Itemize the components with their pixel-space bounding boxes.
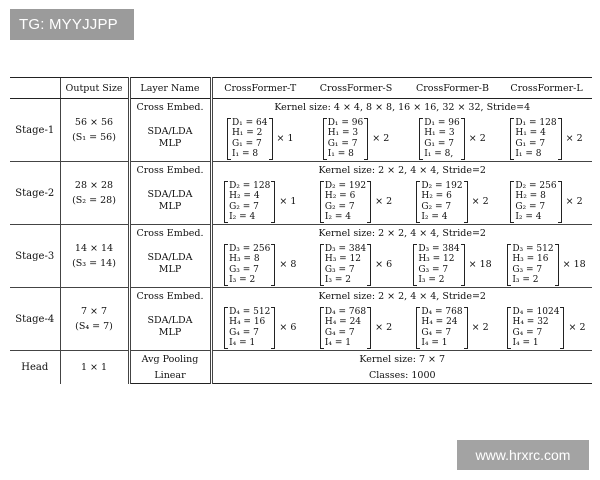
stage-4-embed-row [10,288,592,305]
config-param: D₁ = 128 [515,117,557,128]
config-block [416,307,488,349]
block-multiplier: × 2 [372,133,390,144]
block-multiplier: × 2 [468,133,486,144]
avg-pooling-text: Kernel size: 7 × 7 [211,351,592,368]
block-multiplier: × 18 [562,259,586,270]
embed-text: Kernel size: 4 × 4, 8 × 8, 16 × 16, 32 × 32, Stride=4 [211,99,592,116]
config-matrix [507,307,564,349]
layer-line: MLP [158,264,182,275]
config-param: D₁ = 96 [327,117,364,128]
config-cell [308,115,404,162]
config-matrix [510,181,561,223]
config-param: I₂ = 4 [515,212,542,222]
config-cell [404,178,501,225]
config-param: D₂ = 192 [324,180,367,191]
block-multiplier: × 1 [276,133,294,144]
config-block [507,244,585,286]
embed-label: Cross Embed. [129,225,211,242]
head-name: Head [10,351,60,384]
config-param: D₄ = 1024 [512,306,560,317]
layer-line: SDA/LDA [147,189,193,200]
config-cell [211,115,308,162]
layer-name [129,178,211,225]
config-block [507,307,585,349]
config-param: I₁ = 8 [327,149,354,159]
block-multiplier: × 1 [279,196,297,207]
output-size-sub: (S₁ = 56) [72,132,116,143]
config-param: D₁ = 64 [231,117,268,128]
config-param: H₄ = 24 [421,317,458,327]
config-param: G₂ = 7 [229,201,259,212]
header-layer-name: Layer Name [129,78,211,99]
config-param: I₄ = 1 [229,338,256,348]
config-cell [501,241,592,288]
config-param: G₃ = 7 [512,264,543,275]
stage-name: Stage-4 [10,288,60,351]
config-matrix [320,181,371,223]
config-param: G₄ = 7 [512,327,543,338]
config-param: H₄ = 32 [512,317,549,327]
config-param: G₃ = 7 [418,264,449,275]
config-block [320,181,392,223]
layer-line: SDA/LDA [147,126,193,137]
config-cell [211,304,308,351]
config-param: H₂ = 8 [515,191,546,201]
config-param: I₂ = 4 [421,212,448,222]
config-param: D₁ = 96 [424,117,460,128]
head-pool-row [10,351,592,368]
layer-name [129,115,211,162]
header-crossformer-t: CrossFormer-T [211,78,308,99]
avg-pooling-label: Avg Pooling [129,351,211,368]
linear-label: Linear [129,367,211,384]
config-param: H₁ = 3 [424,128,455,138]
config-block [416,181,488,223]
config-block [419,118,486,160]
config-matrix [323,118,369,160]
header-output-size: Output Size [60,78,129,99]
config-param: I₄ = 1 [512,338,539,348]
config-param: G₂ = 7 [324,201,355,212]
config-param: G₃ = 7 [229,264,259,275]
config-cell [211,241,308,288]
config-param: G₄ = 7 [421,327,452,338]
embed-label: Cross Embed. [129,99,211,116]
header-crossformer-s: CrossFormer-S [308,78,404,99]
block-multiplier: × 2 [568,322,586,333]
config-cell [308,178,404,225]
config-block [323,118,390,160]
config-param: G₁ = 7 [424,138,454,149]
config-param: H₄ = 16 [229,317,266,327]
stage-3-embed-row [10,225,592,242]
config-param: H₃ = 16 [512,254,549,264]
header-crossformer-b: CrossFormer-B [404,78,501,99]
config-param: D₂ = 128 [229,180,271,191]
config-matrix [224,307,275,349]
config-param: G₃ = 7 [324,264,355,275]
config-param: G₂ = 7 [515,201,546,212]
config-matrix [227,118,273,160]
config-block [224,181,296,223]
header-cell [10,78,60,99]
stage-name: Stage-2 [10,162,60,225]
layer-name [129,304,211,351]
block-multiplier: × 2 [471,322,489,333]
layer-name [129,241,211,288]
config-cell [501,178,592,225]
config-param: D₂ = 256 [515,180,557,191]
output-size [60,99,129,162]
block-multiplier: × 2 [471,196,489,207]
embed-label: Cross Embed. [129,288,211,305]
block-multiplier: × 2 [375,196,393,207]
config-param: D₃ = 384 [324,243,367,254]
embed-text: Kernel size: 2 × 2, 4 × 4, Stride=2 [211,288,592,305]
config-matrix [416,307,467,349]
config-param: I₂ = 4 [229,212,256,222]
block-multiplier: × 6 [375,259,393,270]
output-size [60,225,129,288]
config-block [320,307,392,349]
stage-2-embed-row [10,162,592,179]
header-crossformer-l: CrossFormer-L [501,78,592,99]
output-size-value: 7 × 7 [80,306,108,317]
output-size [60,288,129,351]
config-param: D₃ = 384 [418,243,460,254]
block-multiplier: × 2 [565,196,583,207]
stage-name: Stage-1 [10,99,60,162]
embed-text: Kernel size: 2 × 2, 4 × 4, Stride=2 [211,162,592,179]
config-block [224,307,296,349]
config-param: I₁ = 8 [515,149,542,159]
block-multiplier: × 2 [565,133,583,144]
stage-1-embed-row [10,99,592,116]
embed-label: Cross Embed. [129,162,211,179]
config-param: D₄ = 768 [421,306,463,317]
config-cell [404,304,501,351]
config-param: H₃ = 12 [418,254,455,264]
config-param: H₃ = 12 [324,254,362,264]
layer-line: MLP [158,138,182,149]
config-matrix [320,244,371,286]
block-multiplier: × 18 [468,259,492,270]
watermark-bottom: www.hrxrc.com [457,440,589,470]
config-cell [211,178,308,225]
layer-line: MLP [158,327,182,338]
output-size-sub: (S₄ = 7) [75,321,113,332]
config-param: D₄ = 512 [229,306,271,317]
config-param: H₄ = 24 [324,317,362,327]
config-cell [501,115,592,162]
config-param: I₂ = 4 [324,212,351,222]
output-size-value: 14 × 14 [74,243,114,254]
output-size-sub: (S₂ = 28) [72,195,116,206]
config-param: I₄ = 1 [421,338,448,348]
config-param: H₂ = 6 [421,191,452,201]
config-block [227,118,294,160]
config-param: I₃ = 2 [324,275,351,285]
config-param: G₁ = 7 [231,138,262,149]
config-block [224,244,296,286]
config-param: D₃ = 512 [512,243,554,254]
config-cell [404,115,501,162]
block-multiplier: × 6 [279,322,297,333]
config-param: D₃ = 256 [229,243,271,254]
config-param: G₂ = 7 [421,201,452,212]
config-block [510,118,582,160]
config-cell [404,241,501,288]
config-block [320,244,392,286]
config-block [510,181,582,223]
config-cell [501,304,592,351]
layer-line: MLP [158,201,182,212]
config-param: I₁ = 8, [424,149,454,159]
config-param: D₄ = 768 [324,306,367,317]
embed-text: Kernel size: 2 × 2, 4 × 4, Stride=2 [211,225,592,242]
config-cell [308,304,404,351]
config-matrix [224,181,275,223]
stage-name: Stage-3 [10,225,60,288]
head-output-size: 1 × 1 [60,351,129,384]
config-block [413,244,491,286]
config-cell [308,241,404,288]
config-param: H₁ = 3 [327,128,359,138]
config-matrix [413,244,464,286]
config-param: I₄ = 1 [324,338,351,348]
linear-text: Classes: 1000 [211,367,592,384]
output-size-value: 56 × 56 [74,117,114,128]
config-param: G₄ = 7 [229,327,259,338]
config-matrix [507,244,558,286]
output-size-sub: (S₃ = 14) [72,258,116,269]
config-param: H₂ = 4 [229,191,260,201]
block-multiplier: × 2 [375,322,393,333]
output-size-value: 28 × 28 [74,180,114,191]
config-param: H₁ = 2 [231,128,263,138]
config-param: I₃ = 2 [418,275,445,285]
config-param: D₂ = 192 [421,180,463,191]
config-param: G₁ = 7 [515,138,546,149]
config-matrix [320,307,371,349]
config-param: G₄ = 7 [324,327,355,338]
config-param: H₂ = 6 [324,191,356,201]
config-matrix [416,181,467,223]
layer-line: SDA/LDA [147,315,193,326]
header-row [10,78,592,99]
output-size [60,162,129,225]
architecture-table [10,77,592,384]
config-param: I₃ = 2 [512,275,539,285]
config-param: H₃ = 8 [229,254,260,264]
config-param: I₁ = 8 [231,149,259,159]
watermark-top: TG: MYYJJPP [10,9,134,40]
config-param: G₁ = 7 [327,138,358,149]
block-multiplier: × 8 [279,259,297,270]
config-param: I₃ = 2 [229,275,256,285]
config-matrix [510,118,561,160]
config-param: H₁ = 4 [515,128,546,138]
config-matrix [224,244,275,286]
layer-line: SDA/LDA [147,252,193,263]
config-matrix [419,118,465,160]
